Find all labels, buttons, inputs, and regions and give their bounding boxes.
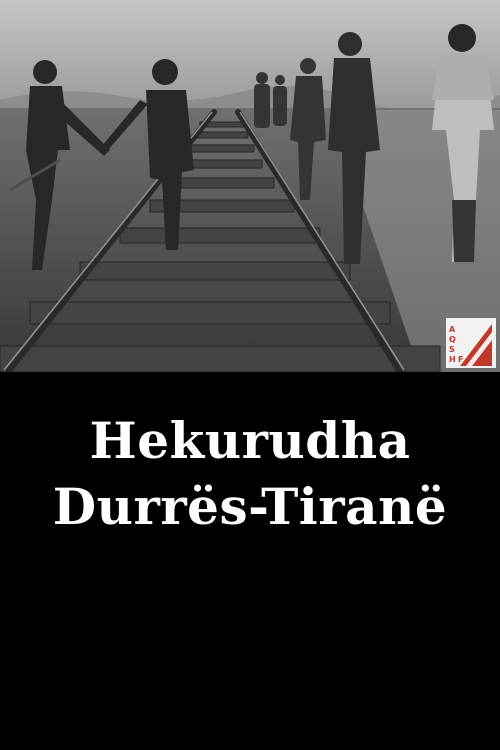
svg-text:H: H bbox=[449, 355, 456, 364]
poster-title bbox=[0, 408, 500, 540]
svg-text:A: A bbox=[449, 325, 456, 334]
title-line-2: Durrës-Tiranë bbox=[52, 477, 448, 536]
railway-scene bbox=[0, 0, 500, 372]
title-line-1: Hekurudha bbox=[89, 411, 411, 470]
archival-photo bbox=[0, 0, 500, 372]
svg-text:S: S bbox=[449, 345, 455, 354]
archive-logo bbox=[446, 318, 496, 368]
svg-text:F: F bbox=[458, 355, 464, 364]
svg-text:Q: Q bbox=[449, 335, 456, 344]
film-grain bbox=[0, 0, 500, 372]
